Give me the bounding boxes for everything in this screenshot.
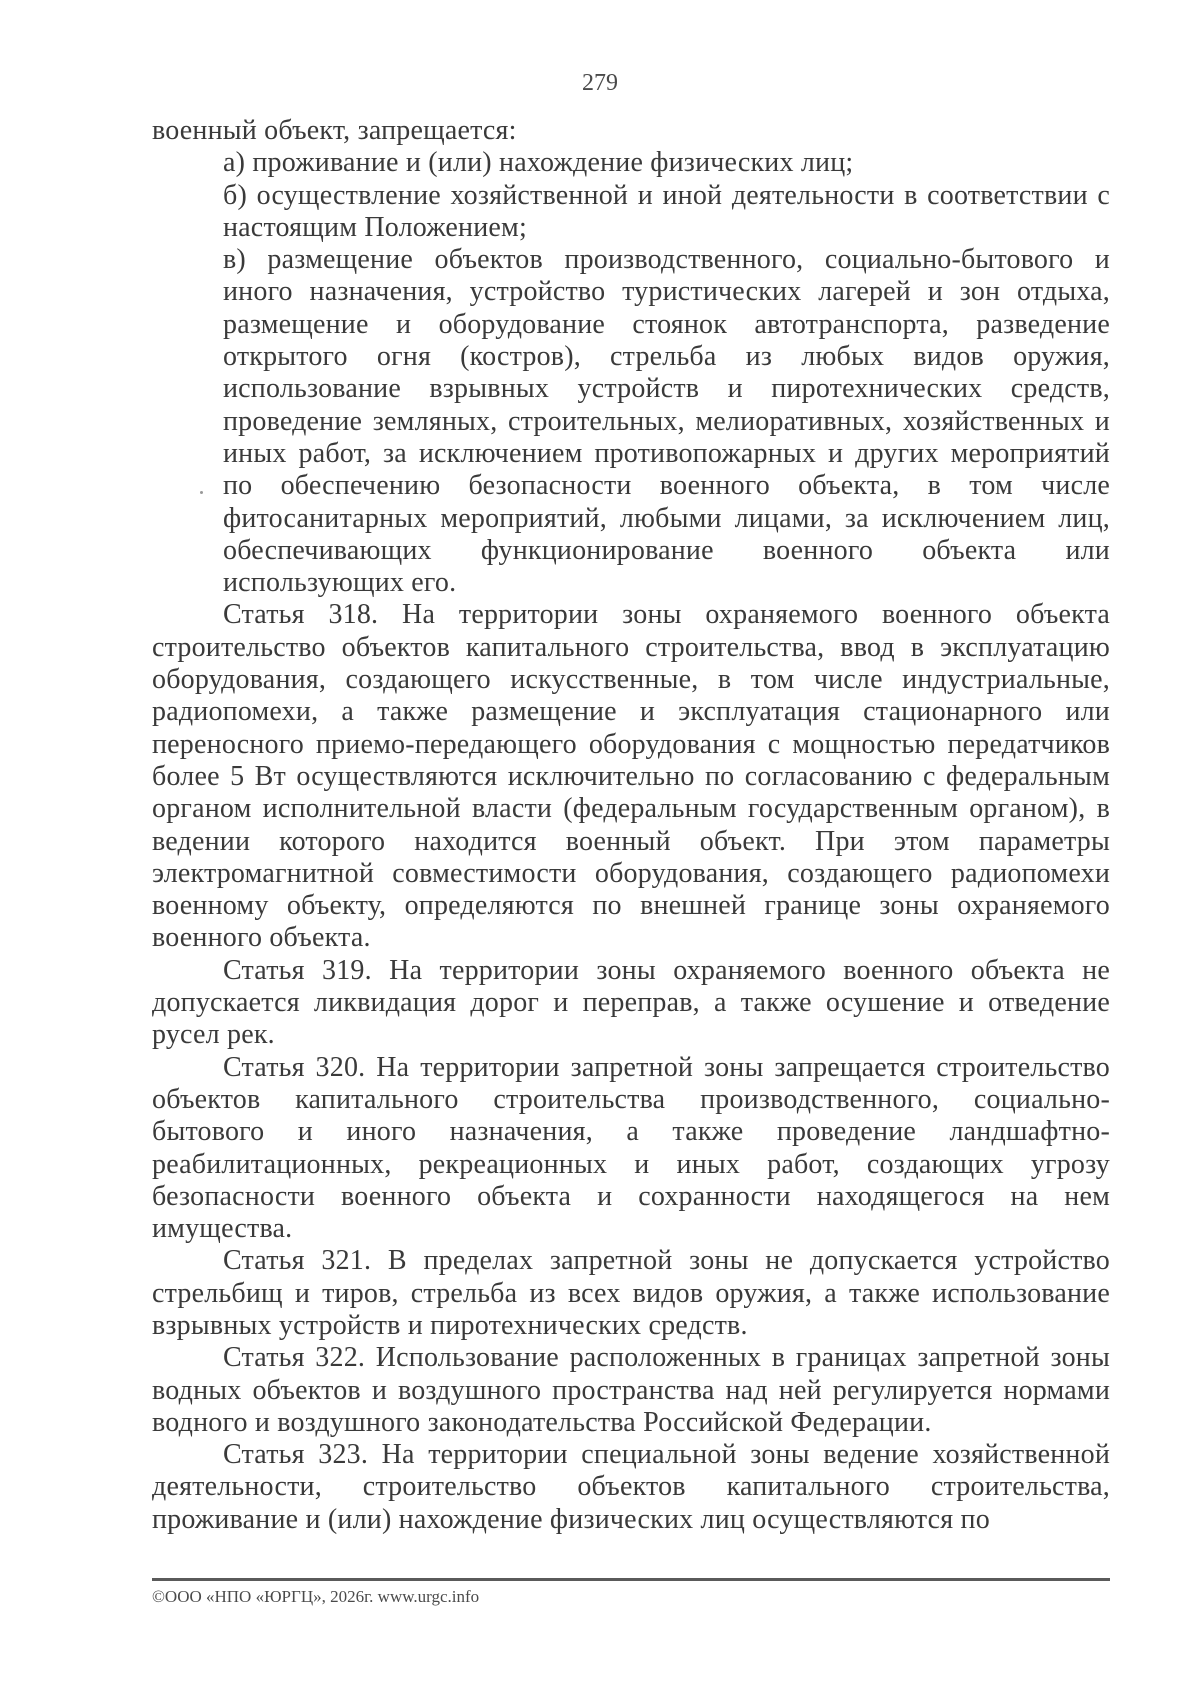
article-323: Статья 323. На территории специальной зоны ведение хозяйственной деятельности, строительство объектов капитального строительства, проживание и (или) нахождение физических лиц осуществляются по — [152, 1439, 1110, 1535]
article-319: Статья 319. На территории зоны охраняемого военного объекта не допускается ликвидация дорог и переправ, а также осушение и отведение русел рек. — [152, 954, 1110, 1051]
scan-speck — [200, 491, 203, 494]
article-320: Статья 320. На территории запретной зоны запрещается строительство объектов капитального строительства производственного, социально-бытового и иного назначения, а также проведение ландшафтно-реабилитационных, рекреационных и иных работ, создающих угрозу безопасности военного объекта и сохранности находящегося на нем имущества. — [152, 1051, 1110, 1245]
list-item-a: а) проживание и (или) нахождение физических лиц; — [223, 147, 854, 179]
list-item-v: в) размещение объектов производственного, социально-бытового и иного назначения, устройство туристических лагерей и зон отдыха, размещение и оборудование стоянок автотранспорта, разведение открытого огня (костров), стрельба из любых видов оружия, использование взрывных устройств и пиротехнических средств, проведение земляных, строительных, мелиоративных, хозяйственных и иных работ, за исключением противопожарных и других мероприятий по обеспечению безопасности военного объекта, в том числе фитосанитарных мероприятий, любыми лицами, за исключением лиц, обеспечивающих функционирование военного объекта или использующих его. — [223, 244, 1110, 599]
article-318: Статья 318. На территории зоны охраняемого военного объекта строительство объектов капитального строительства, ввод в эксплуатацию оборудования, создающего искусственные, в том числе индустриальные, радиопомехи, а также размещение и эксплуатация стационарного или переносного приемо-передающего оборудования с мощностью передатчиков более 5 Вт осуществляются исключительно по согласованию с федеральным органом исполнительной власти (федеральным государственным органом), в ведении которого находится военный объект. При этом параметры электромагнитной совместимости оборудования, создающего радиопомехи военному объекту, определяются по внешней границе зоны охраняемого военного объекта. — [152, 599, 1110, 954]
article-321: Статья 321. В пределах запретной зоны не допускается устройство стрельбищ и тиров, стрельба из всех видов оружия, а также использование взрывных устройств и пиротехнических средств. — [152, 1245, 1110, 1341]
document-body — [152, 115, 1110, 1536]
article-322: Статья 322. Использование расположенных в границах запретной зоны водных объектов и воздушного пространства над ней регулируется нормами водного и воздушного законодательства Российской Федерации. — [152, 1342, 1110, 1438]
footer-copyright: ©ООО «НПО «ЮРГЦ», 2026г. www.urgc.info — [152, 1587, 480, 1606]
list-item-b: б) осуществление хозяйственной и иной деятельности в соответствии с настоящим Положением; — [223, 179, 1110, 243]
page-number: 279 — [582, 70, 618, 96]
footer-divider — [152, 1578, 1110, 1581]
intro-line: военный объект, запрещается: — [152, 115, 517, 146]
